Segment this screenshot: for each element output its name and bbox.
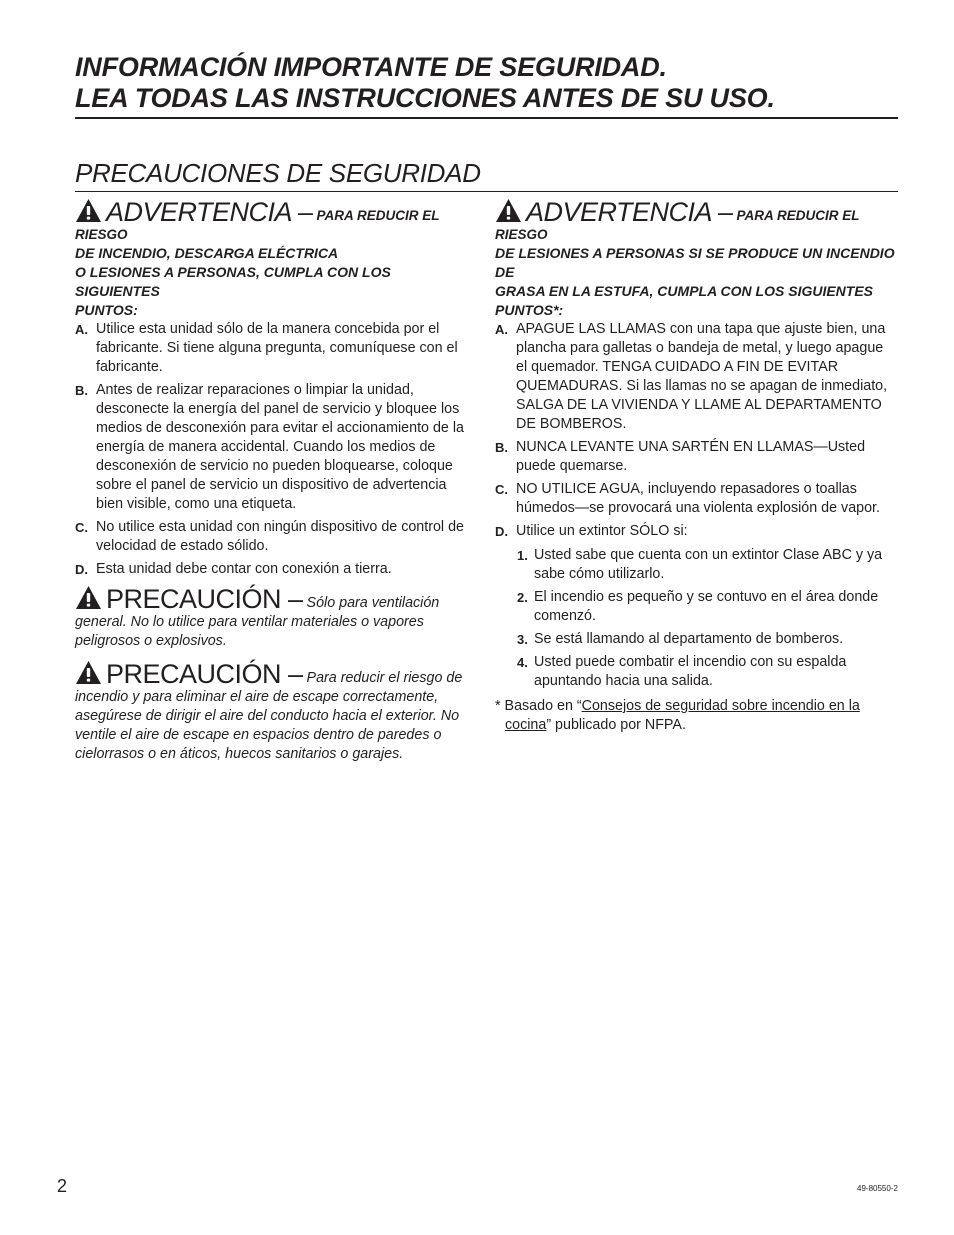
sub-list-item bbox=[517, 653, 895, 691]
sub-item-text: El incendio es pequeño y se contuvo en el área donde comenzó. bbox=[534, 589, 879, 624]
item-text: APAGUE LAS LLAMAS con una tapa que ajuste bien, una plancha para galletas o bandeja de metal, y luego apague el quemador. TENGA CUIDADO A FIN DE EVITAR QUEMADURAS. Si las llamas no se apagan de inmediato, SALGA DE LA VIVIENDA Y LLAME AL DEPARTAMENTO DE BOMBEROS. bbox=[516, 321, 888, 432]
caution-text: incendio y para eliminar el aire de escape correctamente, asegúrese de dirigir el aire del conducto hacia el exterior. No ventile el aire de escape en espacios dentro de paredes o cielorrasos o en áticos, huecos sanitarios o garajes. bbox=[75, 689, 460, 762]
footnote bbox=[495, 697, 895, 735]
warning-list-left bbox=[75, 320, 475, 579]
item-label: D. bbox=[495, 524, 508, 539]
caution-block-2 bbox=[75, 660, 475, 764]
item-label: C. bbox=[75, 520, 88, 535]
item-label: B. bbox=[495, 440, 508, 455]
sub-item-label: 2. bbox=[517, 590, 528, 605]
left-column bbox=[75, 198, 475, 764]
warning-triangle-icon bbox=[75, 585, 102, 610]
item-text: Utilice un extintor SÓLO si: bbox=[516, 523, 688, 539]
sub-list-item bbox=[517, 588, 895, 626]
item-text: No utilice esta unidad con ningún dispositivo de control de velocidad de estado sólido. bbox=[96, 519, 464, 554]
footnote-suffix: ” publicado por NFPA. bbox=[546, 717, 686, 733]
list-item bbox=[75, 518, 475, 556]
item-label: B. bbox=[75, 383, 88, 398]
sub-item-label: 3. bbox=[517, 632, 528, 647]
sub-list-item bbox=[517, 630, 895, 649]
warning-line-3: O LESIONES A PERSONAS, CUMPLA CON LOS SIGUIENTES bbox=[75, 264, 391, 299]
sub-list-item bbox=[517, 546, 895, 584]
header-line-2: LEA TODAS LAS INSTRUCCIONES ANTES DE SU USO. bbox=[75, 83, 775, 113]
warning-line-4: PUNTOS: bbox=[75, 302, 138, 318]
caution-title: PRECAUCIÓN – bbox=[106, 659, 303, 689]
item-label: A. bbox=[495, 322, 508, 337]
footnote-source-title: Consejos de seguridad sobre incendio en la cocina bbox=[505, 698, 860, 733]
list-item bbox=[75, 381, 475, 514]
warning-title: ADVERTENCIA – bbox=[106, 197, 313, 227]
sub-item-label: 4. bbox=[517, 655, 528, 670]
warning-triangle-icon bbox=[75, 198, 102, 223]
extinguisher-sublist bbox=[495, 546, 895, 691]
caution-lead: Sólo para ventilación general. bbox=[75, 595, 440, 630]
item-label: A. bbox=[75, 322, 88, 337]
list-item bbox=[495, 320, 895, 434]
right-column bbox=[495, 198, 895, 749]
warning-line-3: GRASA EN LA ESTUFA, CUMPLA CON LOS SIGUIENTES bbox=[495, 283, 874, 299]
warning-line-4: PUNTOS*: bbox=[495, 302, 564, 318]
caution-title: PRECAUCIÓN – bbox=[106, 584, 303, 614]
list-item bbox=[495, 480, 895, 518]
warning-triangle-icon bbox=[75, 660, 102, 685]
page-number: 2 bbox=[57, 1176, 68, 1196]
item-label: C. bbox=[495, 482, 508, 497]
sub-item-text: Usted puede combatir el incendio con su espalda apuntando hacia una salida. bbox=[534, 654, 847, 689]
item-text: NO UTILICE AGUA, incluyendo repasadores o toallas húmedos—se provocará una violenta explosión de vapor. bbox=[516, 481, 881, 516]
item-text: NUNCA LEVANTE UNA SARTÉN EN LLAMAS—Usted puede quemarse. bbox=[516, 439, 866, 474]
sub-item-text: Usted sabe que cuenta con un extintor Clase ABC y ya sabe cómo utilizarlo. bbox=[534, 547, 883, 582]
section-divider bbox=[75, 191, 898, 192]
warning-triangle-icon bbox=[495, 198, 522, 223]
page-header bbox=[75, 52, 898, 114]
sub-item-text: Se está llamando al departamento de bomberos. bbox=[534, 631, 844, 647]
warning-heading-right bbox=[495, 198, 895, 320]
warning-line-2: DE LESIONES A PERSONAS SI SE PRODUCE UN INCENDIO DE bbox=[495, 245, 895, 280]
warning-lead: PARA REDUCIR EL RIESGO bbox=[75, 208, 440, 242]
footnote-prefix: * Basado en “ bbox=[495, 698, 582, 714]
item-text: Esta unidad debe contar con conexión a tierra. bbox=[96, 561, 392, 577]
item-text: Antes de realizar reparaciones o limpiar la unidad, desconecte la energía del panel de servicio y bloquee los medios de desconexión para evitar el accionamiento de la energía de manera accidental. Cuando los medios de desconexión de servicio no pueden bloquearse, coloque sobre el panel de servicio un dispositivo de advertencia bien visible, como una etiqueta. bbox=[96, 382, 464, 512]
header-divider bbox=[75, 117, 898, 119]
list-item bbox=[495, 438, 895, 476]
caution-text: No lo utilice para ventilar materiales o vapores peligrosos o explosivos. bbox=[75, 614, 424, 649]
sub-item-label: 1. bbox=[517, 548, 528, 563]
document-number: 49-80550-2 bbox=[857, 1184, 898, 1193]
item-text: Utilice esta unidad sólo de la manera concebida por el fabricante. Si tiene alguna pregunta, comuníquese con el fabricante. bbox=[96, 321, 458, 375]
warning-heading-left bbox=[75, 198, 475, 320]
header-line-1: INFORMACIÓN IMPORTANTE DE SEGURIDAD. bbox=[75, 52, 667, 82]
item-label: D. bbox=[75, 562, 88, 577]
warning-line-2: DE INCENDIO, DESCARGA ELÉCTRICA bbox=[75, 245, 339, 261]
caution-lead: Para reducir el riesgo de bbox=[306, 670, 463, 686]
list-item bbox=[495, 522, 895, 541]
section-title: PRECAUCIONES DE SEGURIDAD bbox=[75, 158, 481, 188]
warning-lead: PARA REDUCIR EL RIESGO bbox=[495, 208, 860, 242]
warning-list-right bbox=[495, 320, 895, 541]
caution-block-1 bbox=[75, 585, 475, 651]
list-item bbox=[75, 320, 475, 377]
list-item bbox=[75, 560, 475, 579]
warning-title: ADVERTENCIA – bbox=[526, 197, 733, 227]
